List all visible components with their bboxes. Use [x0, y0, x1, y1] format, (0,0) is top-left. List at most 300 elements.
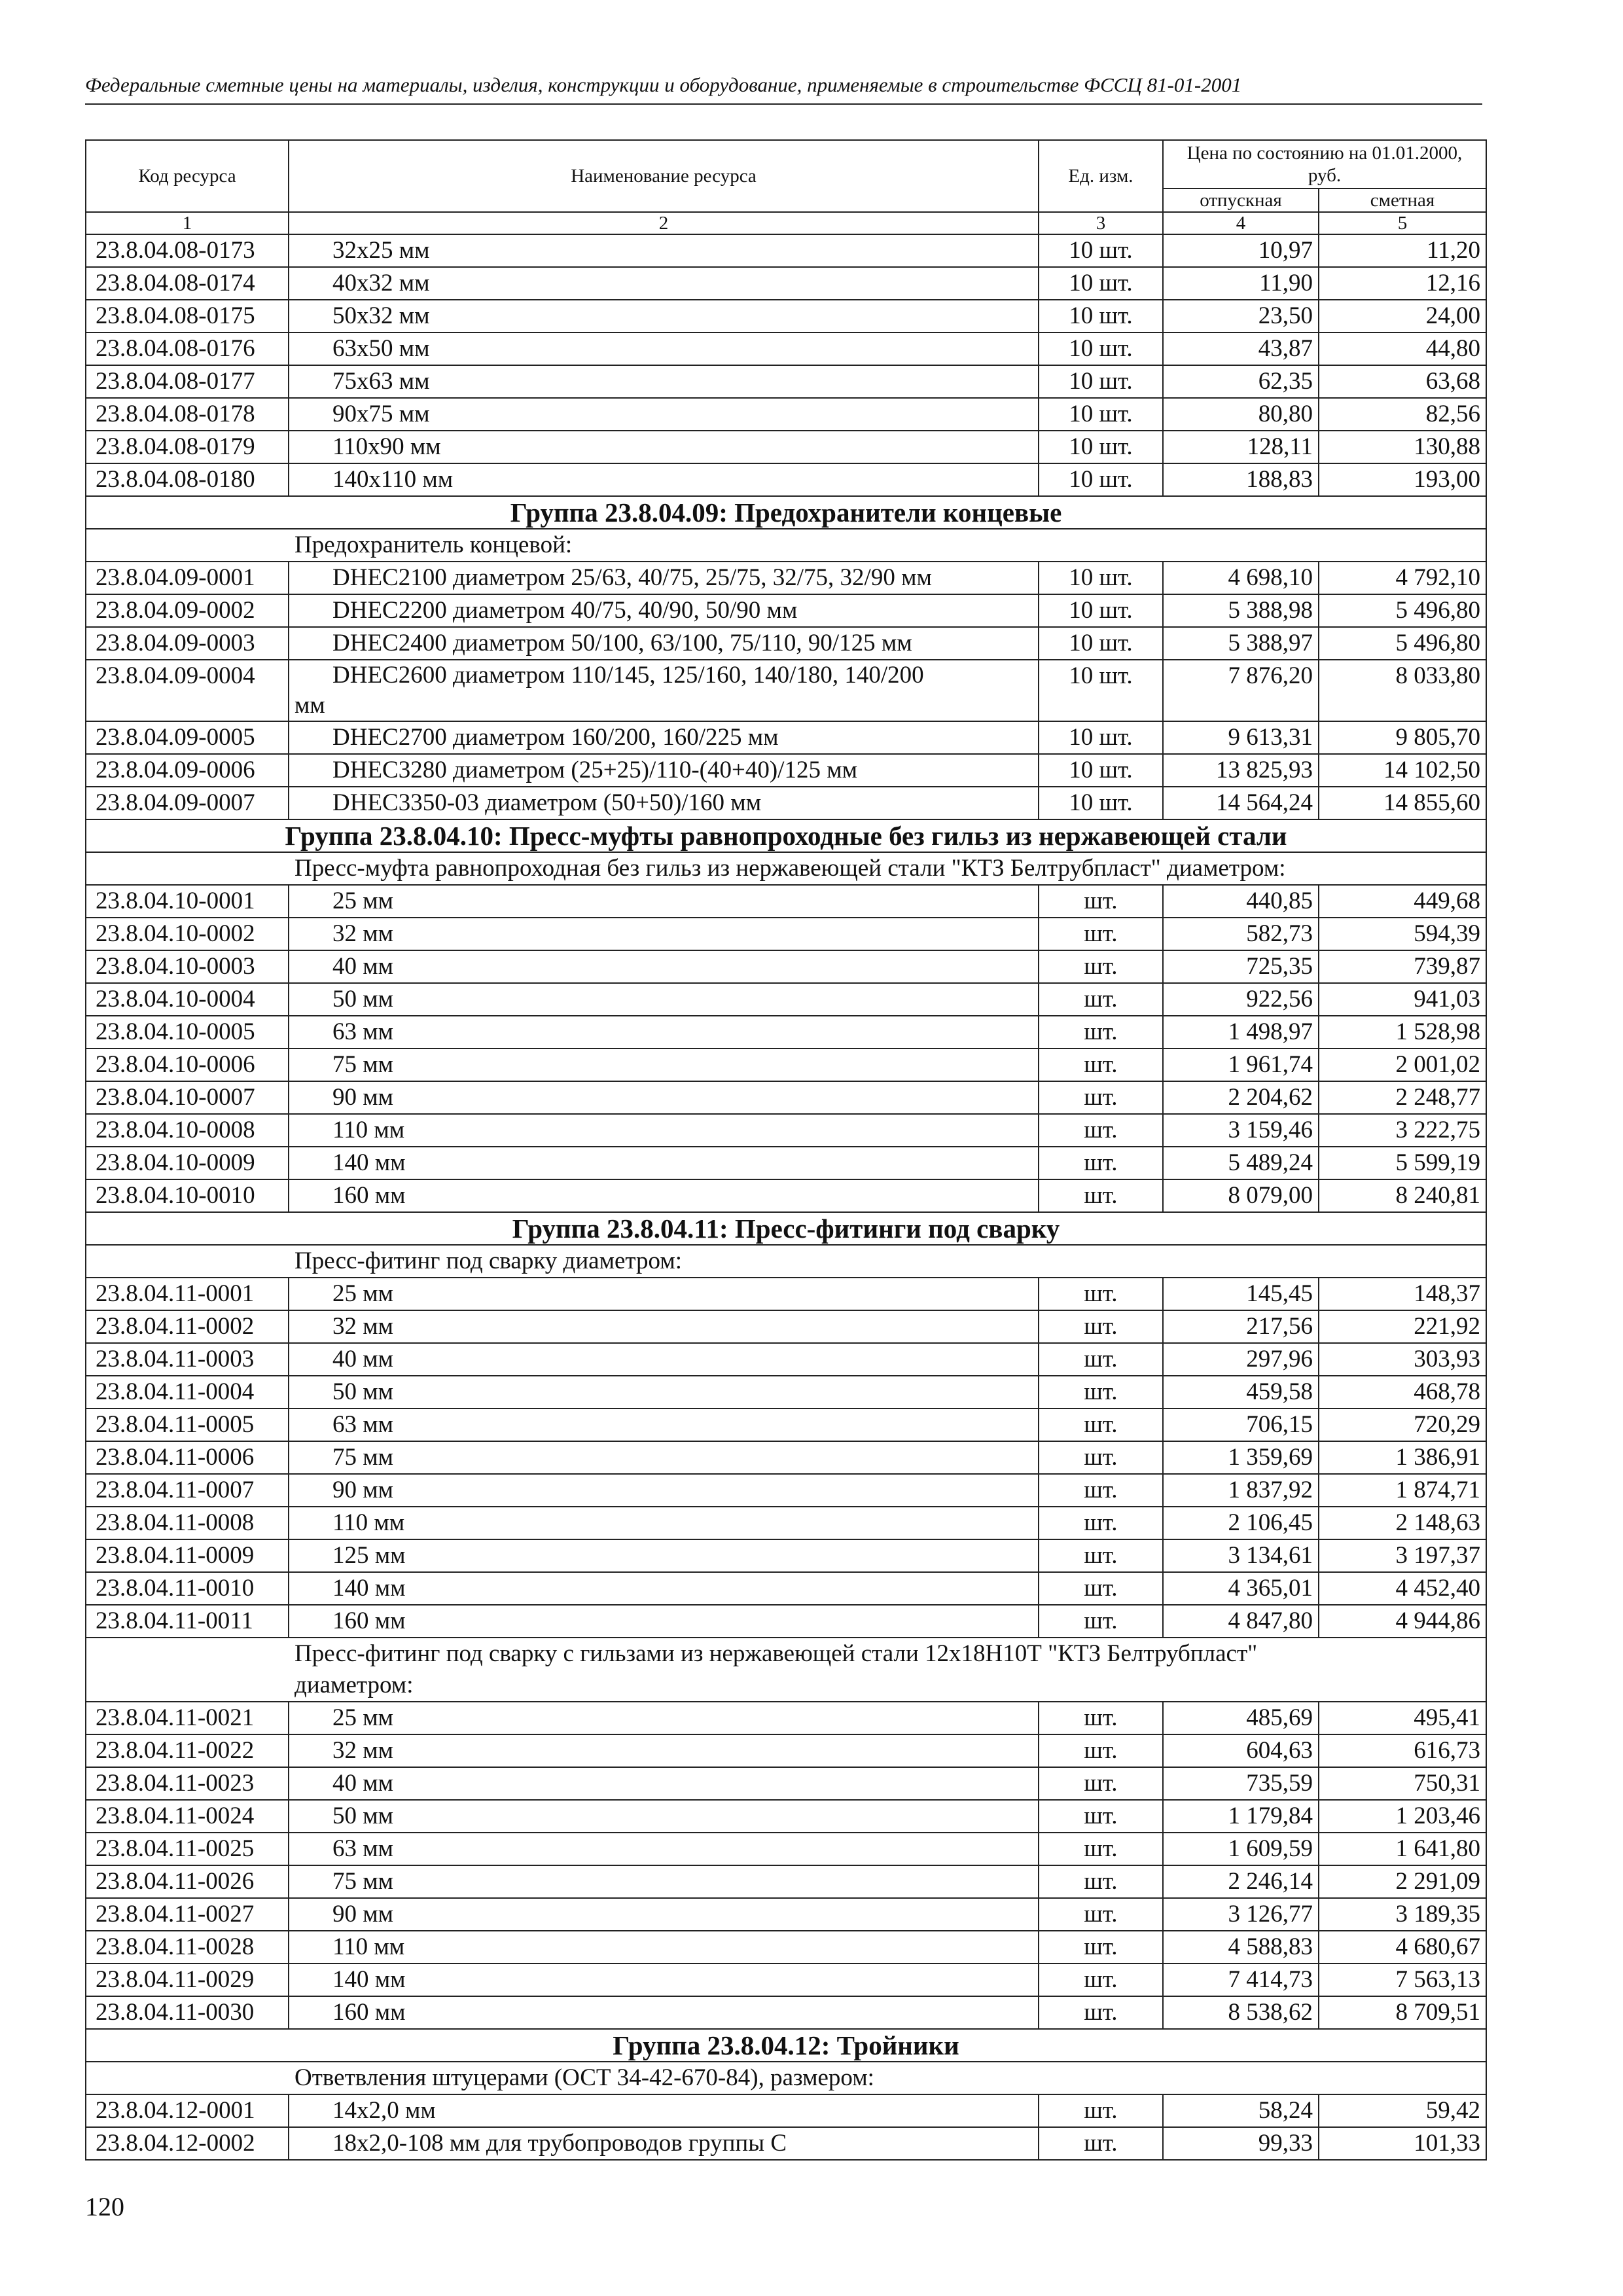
unit-of-measure: шт.: [1039, 1767, 1163, 1800]
table-row: [86, 983, 1486, 1016]
unit-of-measure: шт.: [1039, 1147, 1163, 1179]
resource-code: 23.8.04.11-0030: [86, 1996, 289, 2029]
resource-code: 23.8.04.11-0025: [86, 1833, 289, 1865]
subheading: [86, 1638, 1486, 1702]
resource-code: 23.8.04.08-0179: [86, 431, 289, 463]
unit-of-measure: шт.: [1039, 1539, 1163, 1572]
resource-code: 23.8.04.11-0027: [86, 1898, 289, 1931]
table-row: [86, 267, 1486, 300]
estimate-price: 1 874,71: [1319, 1474, 1486, 1507]
unit-of-measure: шт.: [1039, 1343, 1163, 1376]
resource-name: 75 мм: [289, 1865, 1039, 1898]
unit-of-measure: 10 шт.: [1039, 787, 1163, 819]
estimate-price: 8 240,81: [1319, 1179, 1486, 1212]
release-price: 3 134,61: [1163, 1539, 1319, 1572]
estimate-price: 4 452,40: [1319, 1572, 1486, 1605]
subheading: [86, 529, 1486, 562]
estimate-price: 7 563,13: [1319, 1964, 1486, 1996]
unit-of-measure: шт.: [1039, 2127, 1163, 2160]
resource-code: 23.8.04.09-0007: [86, 787, 289, 819]
resource-name: 32 мм: [289, 918, 1039, 950]
resource-name: 50 мм: [289, 1800, 1039, 1833]
unit-of-measure: шт.: [1039, 1734, 1163, 1767]
release-price: 10,97: [1163, 234, 1319, 267]
release-price: 2 204,62: [1163, 1081, 1319, 1114]
table-row: [86, 1474, 1486, 1507]
unit-of-measure: шт.: [1039, 1016, 1163, 1049]
unit-of-measure: шт.: [1039, 1081, 1163, 1114]
estimate-price: 941,03: [1319, 983, 1486, 1016]
resource-name: 140 мм: [289, 1147, 1039, 1179]
release-price: 13 825,93: [1163, 754, 1319, 787]
running-header: Федеральные сметные цены на материалы, изделия, конструкции и оборудование, применяемые в строительстве ФССЦ 81-01-2001: [85, 73, 1482, 105]
resource-code: 23.8.04.10-0003: [86, 950, 289, 983]
table-row: [86, 1865, 1486, 1898]
resource-name: 90 мм: [289, 1474, 1039, 1507]
table-row: [86, 2127, 1486, 2160]
release-price: 3 126,77: [1163, 1898, 1319, 1931]
table-row: [86, 1996, 1486, 2029]
unit-of-measure: шт.: [1039, 1441, 1163, 1474]
resource-name: 32 мм: [289, 1734, 1039, 1767]
resource-name: DHEC2400 диаметром 50/100, 63/100, 75/110, 90/125 мм: [289, 627, 1039, 660]
resource-code: 23.8.04.08-0175: [86, 300, 289, 332]
group-heading-row: [86, 1212, 1486, 1245]
estimate-price: 495,41: [1319, 1702, 1486, 1734]
estimate-price: 303,93: [1319, 1343, 1486, 1376]
table-row: [86, 398, 1486, 431]
resource-name: DHEC2200 диаметром 40/75, 40/90, 50/90 мм: [289, 594, 1039, 627]
resource-name: DHEC2700 диаметром 160/200, 160/225 мм: [289, 721, 1039, 754]
resource-name: 25 мм: [289, 885, 1039, 918]
release-price: 217,56: [1163, 1310, 1319, 1343]
estimate-price: 221,92: [1319, 1310, 1486, 1343]
resource-name: 14x2,0 мм: [289, 2094, 1039, 2127]
release-price: 188,83: [1163, 463, 1319, 496]
resource-name: 50 мм: [289, 983, 1039, 1016]
resource-code: 23.8.04.09-0001: [86, 562, 289, 594]
table-row: [86, 1408, 1486, 1441]
release-price: 145,45: [1163, 1278, 1319, 1310]
estimate-price: 4 944,86: [1319, 1605, 1486, 1638]
subheading-row: [86, 2062, 1486, 2094]
col-header-price: Цена по состоянию на 01.01.2000, руб.: [1163, 140, 1486, 188]
release-price: 3 159,46: [1163, 1114, 1319, 1147]
resource-code: 23.8.04.11-0024: [86, 1800, 289, 1833]
col-number-2: 2: [289, 212, 1039, 234]
resource-code: 23.8.04.11-0029: [86, 1964, 289, 1996]
table-row: [86, 918, 1486, 950]
resource-code: 23.8.04.11-0022: [86, 1734, 289, 1767]
estimate-price: 5 496,80: [1319, 594, 1486, 627]
resource-code: 23.8.04.11-0010: [86, 1572, 289, 1605]
unit-of-measure: 10 шт.: [1039, 398, 1163, 431]
estimate-price: 24,00: [1319, 300, 1486, 332]
resource-name: 63 мм: [289, 1016, 1039, 1049]
release-price: 99,33: [1163, 2127, 1319, 2160]
release-price: 58,24: [1163, 2094, 1319, 2127]
release-price: 2 246,14: [1163, 1865, 1319, 1898]
resource-code: 23.8.04.08-0176: [86, 332, 289, 365]
estimate-price: 148,37: [1319, 1278, 1486, 1310]
table-row: [86, 562, 1486, 594]
resource-code: 23.8.04.08-0177: [86, 365, 289, 398]
estimate-price: 720,29: [1319, 1408, 1486, 1441]
estimate-price: 82,56: [1319, 398, 1486, 431]
estimate-price: 594,39: [1319, 918, 1486, 950]
table-row: [86, 660, 1486, 721]
estimate-price: 8 033,80: [1319, 660, 1486, 721]
estimate-price: 44,80: [1319, 332, 1486, 365]
resource-code: 23.8.04.12-0001: [86, 2094, 289, 2127]
resource-name: 63 мм: [289, 1408, 1039, 1441]
col-number-3: 3: [1039, 212, 1163, 234]
unit-of-measure: шт.: [1039, 1408, 1163, 1441]
unit-of-measure: шт.: [1039, 983, 1163, 1016]
release-price: 43,87: [1163, 332, 1319, 365]
table-row: [86, 721, 1486, 754]
estimate-price: 130,88: [1319, 431, 1486, 463]
subheading-text: Пресс-муфта равнопроходная без гильз из нержавеющей стали "КТЗ Белтрубпласт" диаметром:: [294, 855, 1286, 882]
subheading-text: Пресс-фитинг под сварку с гильзами из нержавеющей стали 12х18Н10Т "КТЗ Белтрубпласт": [294, 1640, 1258, 1667]
table-row: [86, 787, 1486, 819]
estimate-price: 1 386,91: [1319, 1441, 1486, 1474]
resource-name: 140 мм: [289, 1572, 1039, 1605]
unit-of-measure: 10 шт.: [1039, 234, 1163, 267]
resource-code: 23.8.04.11-0001: [86, 1278, 289, 1310]
col-header-estimate: сметная: [1319, 188, 1486, 212]
unit-of-measure: 10 шт.: [1039, 660, 1163, 721]
unit-of-measure: 10 шт.: [1039, 627, 1163, 660]
resource-name: [289, 660, 1039, 721]
table-row: [86, 1767, 1486, 1800]
resource-name: 90 мм: [289, 1898, 1039, 1931]
resource-name: 50x32 мм: [289, 300, 1039, 332]
unit-of-measure: 10 шт.: [1039, 721, 1163, 754]
table-row: [86, 234, 1486, 267]
estimate-price: 468,78: [1319, 1376, 1486, 1408]
col-number-5: 5: [1319, 212, 1486, 234]
release-price: 922,56: [1163, 983, 1319, 1016]
estimate-price: 1 641,80: [1319, 1833, 1486, 1865]
release-price: 706,15: [1163, 1408, 1319, 1441]
table-row: [86, 1507, 1486, 1539]
col-header-unit: Ед. изм.: [1039, 140, 1163, 212]
estimate-price: 4 792,10: [1319, 562, 1486, 594]
release-price: 1 837,92: [1163, 1474, 1319, 1507]
release-price: 5 489,24: [1163, 1147, 1319, 1179]
resource-name: 40 мм: [289, 950, 1039, 983]
group-heading: Группа 23.8.04.12: Тройники: [86, 2029, 1486, 2062]
col-header-name: Наименование ресурса: [289, 140, 1039, 212]
unit-of-measure: шт.: [1039, 1507, 1163, 1539]
release-price: 23,50: [1163, 300, 1319, 332]
table-row: [86, 1931, 1486, 1964]
release-price: 1 359,69: [1163, 1441, 1319, 1474]
table-row: [86, 1833, 1486, 1865]
unit-of-measure: 10 шт.: [1039, 267, 1163, 300]
unit-of-measure: шт.: [1039, 918, 1163, 950]
table-row: [86, 1800, 1486, 1833]
resource-name: 160 мм: [289, 1179, 1039, 1212]
resource-name: 75x63 мм: [289, 365, 1039, 398]
group-heading-row: [86, 2029, 1486, 2062]
table-row: [86, 754, 1486, 787]
resource-code: 23.8.04.11-0002: [86, 1310, 289, 1343]
subheading-row: [86, 1245, 1486, 1278]
group-heading-row: [86, 496, 1486, 529]
estimate-price: 11,20: [1319, 234, 1486, 267]
unit-of-measure: шт.: [1039, 1278, 1163, 1310]
unit-of-measure: шт.: [1039, 1179, 1163, 1212]
resource-code: 23.8.04.10-0002: [86, 918, 289, 950]
estimate-price: 3 189,35: [1319, 1898, 1486, 1931]
resource-name: 160 мм: [289, 1996, 1039, 2029]
resource-name: 25 мм: [289, 1702, 1039, 1734]
subheading-row: [86, 529, 1486, 562]
table-row: [86, 950, 1486, 983]
estimate-price: 739,87: [1319, 950, 1486, 983]
subheading: [86, 1245, 1486, 1278]
unit-of-measure: шт.: [1039, 1964, 1163, 1996]
resource-code: 23.8.04.12-0002: [86, 2127, 289, 2160]
resource-code: 23.8.04.08-0173: [86, 234, 289, 267]
resource-code: 23.8.04.11-0011: [86, 1605, 289, 1638]
resource-name: 110 мм: [289, 1114, 1039, 1147]
subheading-row: [86, 852, 1486, 885]
unit-of-measure: 10 шт.: [1039, 754, 1163, 787]
group-heading: Группа 23.8.04.09: Предохранители концевые: [86, 496, 1486, 529]
release-price: 440,85: [1163, 885, 1319, 918]
release-price: 8 079,00: [1163, 1179, 1319, 1212]
release-price: 5 388,97: [1163, 627, 1319, 660]
table-row: [86, 1605, 1486, 1638]
unit-of-measure: шт.: [1039, 1049, 1163, 1081]
estimate-price: 14 102,50: [1319, 754, 1486, 787]
resource-code: 23.8.04.09-0004: [86, 660, 289, 721]
unit-of-measure: шт.: [1039, 1605, 1163, 1638]
estimate-price: 2 148,63: [1319, 1507, 1486, 1539]
estimate-price: 3 222,75: [1319, 1114, 1486, 1147]
table-row: [86, 1898, 1486, 1931]
subheading-text: Предохранитель концевой:: [294, 531, 573, 558]
table-row: [86, 885, 1486, 918]
unit-of-measure: шт.: [1039, 1376, 1163, 1408]
resource-code: 23.8.04.11-0026: [86, 1865, 289, 1898]
release-price: 735,59: [1163, 1767, 1319, 1800]
table-row: [86, 365, 1486, 398]
unit-of-measure: 10 шт.: [1039, 332, 1163, 365]
estimate-price: 63,68: [1319, 365, 1486, 398]
resource-code: 23.8.04.11-0009: [86, 1539, 289, 1572]
release-price: 7 876,20: [1163, 660, 1319, 721]
table-row: [86, 1278, 1486, 1310]
resource-code: 23.8.04.11-0021: [86, 1702, 289, 1734]
unit-of-measure: шт.: [1039, 1931, 1163, 1964]
unit-of-measure: шт.: [1039, 1865, 1163, 1898]
release-price: 11,90: [1163, 267, 1319, 300]
release-price: 4 588,83: [1163, 1931, 1319, 1964]
resource-name: 18x2,0-108 мм для трубопроводов группы С: [289, 2127, 1039, 2160]
resource-code: 23.8.04.11-0005: [86, 1408, 289, 1441]
unit-of-measure: шт.: [1039, 950, 1163, 983]
resource-name: 40x32 мм: [289, 267, 1039, 300]
unit-of-measure: 10 шт.: [1039, 365, 1163, 398]
unit-of-measure: шт.: [1039, 2094, 1163, 2127]
resource-name: 140 мм: [289, 1964, 1039, 1996]
estimate-price: 1 203,46: [1319, 1800, 1486, 1833]
resource-code: 23.8.04.11-0028: [86, 1931, 289, 1964]
table-header: [86, 140, 1486, 234]
resource-name-line-continued: мм: [294, 692, 325, 719]
release-price: 297,96: [1163, 1343, 1319, 1376]
table-row: [86, 1147, 1486, 1179]
unit-of-measure: шт.: [1039, 1833, 1163, 1865]
resource-code: 23.8.04.11-0007: [86, 1474, 289, 1507]
release-price: 1 179,84: [1163, 1800, 1319, 1833]
unit-of-measure: шт.: [1039, 1702, 1163, 1734]
resource-code: 23.8.04.10-0006: [86, 1049, 289, 1081]
unit-of-measure: шт.: [1039, 1114, 1163, 1147]
estimate-price: 59,42: [1319, 2094, 1486, 2127]
release-price: 80,80: [1163, 398, 1319, 431]
release-price: 4 847,80: [1163, 1605, 1319, 1638]
estimate-price: 5 599,19: [1319, 1147, 1486, 1179]
resource-code: 23.8.04.08-0178: [86, 398, 289, 431]
estimate-price: 2 248,77: [1319, 1081, 1486, 1114]
table-row: [86, 1081, 1486, 1114]
resource-code: 23.8.04.10-0009: [86, 1147, 289, 1179]
resource-code: 23.8.04.09-0005: [86, 721, 289, 754]
resource-code: 23.8.04.11-0004: [86, 1376, 289, 1408]
release-price: 459,58: [1163, 1376, 1319, 1408]
resource-code: 23.8.04.09-0006: [86, 754, 289, 787]
release-price: 128,11: [1163, 431, 1319, 463]
resource-name: 140x110 мм: [289, 463, 1039, 496]
table-row: [86, 627, 1486, 660]
release-price: 9 613,31: [1163, 721, 1319, 754]
estimate-price: 8 709,51: [1319, 1996, 1486, 2029]
estimate-price: 4 680,67: [1319, 1931, 1486, 1964]
release-price: 604,63: [1163, 1734, 1319, 1767]
table-row: [86, 431, 1486, 463]
col-number-1: 1: [86, 212, 289, 234]
table-row: [86, 1441, 1486, 1474]
subheading: [86, 852, 1486, 885]
estimate-price: 2 001,02: [1319, 1049, 1486, 1081]
estimate-price: 9 805,70: [1319, 721, 1486, 754]
release-price: 7 414,73: [1163, 1964, 1319, 1996]
estimate-price: 193,00: [1319, 463, 1486, 496]
resource-name: 110 мм: [289, 1507, 1039, 1539]
resource-code: 23.8.04.11-0023: [86, 1767, 289, 1800]
unit-of-measure: шт.: [1039, 1310, 1163, 1343]
table-row: [86, 1310, 1486, 1343]
page-number: 120: [85, 2192, 124, 2221]
table-row: [86, 332, 1486, 365]
resource-code: 23.8.04.10-0001: [86, 885, 289, 918]
resource-name: 32x25 мм: [289, 234, 1039, 267]
estimate-price: 616,73: [1319, 1734, 1486, 1767]
resource-name: DHEC3350-03 диаметром (50+50)/160 мм: [289, 787, 1039, 819]
table-row: [86, 1016, 1486, 1049]
table-row: [86, 1572, 1486, 1605]
resource-name: 90x75 мм: [289, 398, 1039, 431]
resource-code: 23.8.04.11-0003: [86, 1343, 289, 1376]
table-row: [86, 594, 1486, 627]
estimate-price: 750,31: [1319, 1767, 1486, 1800]
release-price: 62,35: [1163, 365, 1319, 398]
col-header-release: отпускная: [1163, 188, 1319, 212]
resource-code: 23.8.04.09-0003: [86, 627, 289, 660]
resource-code: 23.8.04.10-0005: [86, 1016, 289, 1049]
unit-of-measure: 10 шт.: [1039, 594, 1163, 627]
unit-of-measure: шт.: [1039, 1572, 1163, 1605]
resource-name: 63x50 мм: [289, 332, 1039, 365]
unit-of-measure: 10 шт.: [1039, 431, 1163, 463]
estimate-price: 101,33: [1319, 2127, 1486, 2160]
estimate-price: 12,16: [1319, 267, 1486, 300]
unit-of-measure: шт.: [1039, 1800, 1163, 1833]
subheading: [86, 2062, 1486, 2094]
release-price: 14 564,24: [1163, 787, 1319, 819]
resource-name: 90 мм: [289, 1081, 1039, 1114]
resource-code: 23.8.04.08-0180: [86, 463, 289, 496]
resource-code: 23.8.04.10-0008: [86, 1114, 289, 1147]
release-price: 4 365,01: [1163, 1572, 1319, 1605]
table-row: [86, 1343, 1486, 1376]
estimate-price: 5 496,80: [1319, 627, 1486, 660]
resource-code: 23.8.04.08-0174: [86, 267, 289, 300]
resource-name: 110x90 мм: [289, 431, 1039, 463]
resource-name: 50 мм: [289, 1376, 1039, 1408]
estimate-price: 3 197,37: [1319, 1539, 1486, 1572]
group-heading-row: [86, 819, 1486, 852]
resource-name: DHEC3280 диаметром (25+25)/110-(40+40)/125 мм: [289, 754, 1039, 787]
release-price: 582,73: [1163, 918, 1319, 950]
resource-name: 125 мм: [289, 1539, 1039, 1572]
table-row: [86, 1539, 1486, 1572]
price-table: [85, 139, 1487, 2161]
group-heading: Группа 23.8.04.11: Пресс-фитинги под сварку: [86, 1212, 1486, 1245]
resource-name: 160 мм: [289, 1605, 1039, 1638]
unit-of-measure: шт.: [1039, 1474, 1163, 1507]
release-price: 1 609,59: [1163, 1833, 1319, 1865]
table-row: [86, 1179, 1486, 1212]
subheading-text-continued: диаметром:: [294, 1672, 414, 1698]
resource-name: 75 мм: [289, 1049, 1039, 1081]
resource-name: 25 мм: [289, 1278, 1039, 1310]
resource-code: 23.8.04.11-0006: [86, 1441, 289, 1474]
release-price: 8 538,62: [1163, 1996, 1319, 2029]
table-row: [86, 300, 1486, 332]
release-price: 1 961,74: [1163, 1049, 1319, 1081]
table-body: [86, 234, 1486, 2160]
resource-code: 23.8.04.09-0002: [86, 594, 289, 627]
resource-name-line: DHEC2600 диаметром 110/145, 125/160, 140/180, 140/200: [332, 662, 924, 689]
release-price: 485,69: [1163, 1702, 1319, 1734]
table-row: [86, 1964, 1486, 1996]
subheading-text: Пресс-фитинг под сварку диаметром:: [294, 1247, 683, 1274]
unit-of-measure: 10 шт.: [1039, 562, 1163, 594]
col-number-4: 4: [1163, 212, 1319, 234]
resource-name: 63 мм: [289, 1833, 1039, 1865]
table-row: [86, 1049, 1486, 1081]
estimate-price: 449,68: [1319, 885, 1486, 918]
unit-of-measure: шт.: [1039, 1898, 1163, 1931]
resource-code: 23.8.04.10-0010: [86, 1179, 289, 1212]
resource-code: 23.8.04.11-0008: [86, 1507, 289, 1539]
